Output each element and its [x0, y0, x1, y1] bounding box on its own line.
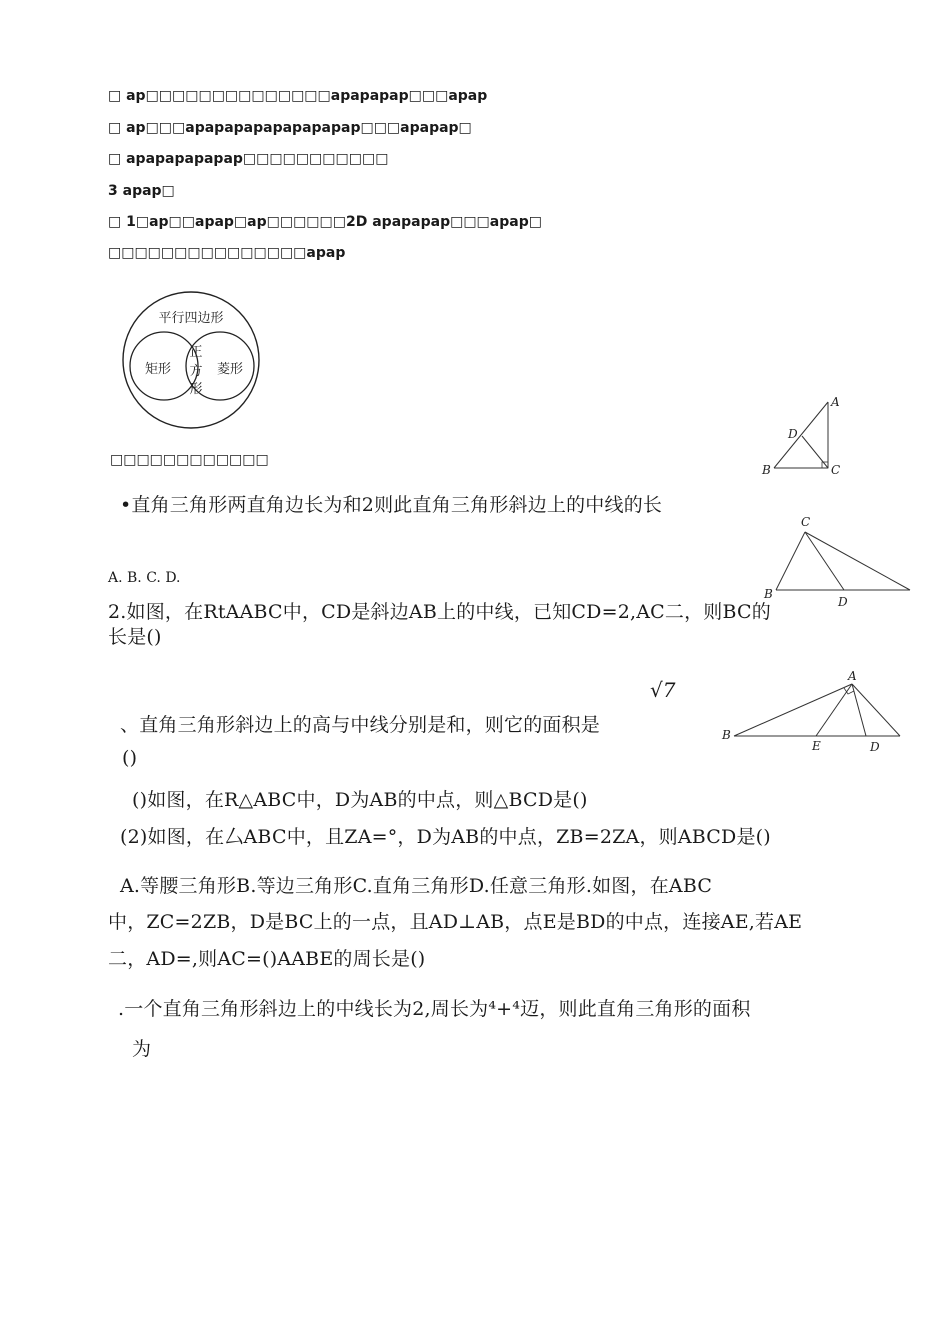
question-1: •直角三角形两直角边长为和2则此直角三角形斜边上的中线的长 — [120, 494, 663, 516]
fig2-label-c: C — [801, 515, 811, 529]
text-line-6: □□□□□□□□□□□□□□□apap — [108, 245, 346, 261]
venn-right-label: 菱形 — [216, 362, 244, 377]
question-1-options: A. B. C. D. — [108, 570, 181, 586]
question-6-line-2: 为 — [132, 1038, 152, 1060]
figure-triangle-abed — [716, 668, 910, 758]
question-2-line-1: 2.如图，在RtAABC中，CD是斜边AB上的中线，已知CD=2,AC二，则BC的 — [108, 601, 771, 623]
question-5-line-3: 二，AD=,则AC=()AABE的周长是() — [108, 948, 426, 970]
question-4b: (2)如图，在厶ABC中，且ZA=°，D为AB的中点，ZB=2ZA，则ABCD是() — [120, 826, 771, 848]
venn-center-label-3: 形 — [189, 382, 203, 397]
fig1-label-c: C — [831, 463, 841, 477]
text-line-5: □ 1□ap□□apap□ap□□□□□□2D apapapap□□□apap□ — [108, 214, 542, 230]
fig2-label-d: D — [838, 595, 848, 609]
question-5-line-1: A.等腰三角形B.等边三角形C.直角三角形D.任意三角形.如图，在ABC — [120, 875, 713, 897]
fig3-label-d: D — [870, 740, 880, 754]
fig3-label-a: A — [848, 669, 857, 683]
text-line-2: □ ap□□□apapapapapapapapap□□□apapap□ — [108, 120, 472, 136]
question-3: 、直角三角形斜边上的高与中线分别是和，则它的面积是 — [120, 714, 601, 736]
text-line-4: 3 apap□ — [108, 183, 175, 199]
sqrt-seven: √7 — [650, 678, 676, 702]
venn-center-label-2: 方 — [189, 364, 203, 379]
text-line-3: □ apapapapapap□□□□□□□□□□□ — [108, 151, 389, 167]
venn-diagram — [118, 288, 264, 434]
question-3-paren: () — [122, 747, 138, 769]
question-5-line-2: 中，ZC=2ZB，D是BC上的一点，且AD⊥AB，点E是BD的中点，连接AE,若AE — [108, 911, 803, 933]
question-4a: ()如图，在R△ABC中，D为AB的中点，则△BCD是() — [132, 789, 588, 811]
question-6-line-1: .一个直角三角形斜边上的中线长为2,周长为⁴+⁴迈，则此直角三角形的面积 — [118, 998, 751, 1020]
venn-outer-label: 平行四边形 — [158, 311, 224, 326]
venn-caption: □□□□□□□□□□□□ — [110, 452, 269, 468]
figure-triangle-cbd — [758, 512, 918, 612]
fig1-label-a: A — [831, 395, 840, 409]
fig3-label-b: B — [722, 728, 731, 742]
figure-right-triangle — [756, 392, 846, 482]
venn-center-label-1: 正 — [189, 345, 203, 360]
fig1-label-b: B — [762, 463, 771, 477]
fig1-label-d: D — [788, 427, 798, 441]
question-2-line-2: 长是() — [108, 626, 162, 648]
venn-left-label: 矩形 — [144, 362, 172, 377]
fig2-label-b: B — [764, 587, 773, 601]
fig3-label-e: E — [812, 739, 821, 753]
text-line-1: □ ap□□□□□□□□□□□□□□apapapap□□□apap — [108, 88, 488, 104]
